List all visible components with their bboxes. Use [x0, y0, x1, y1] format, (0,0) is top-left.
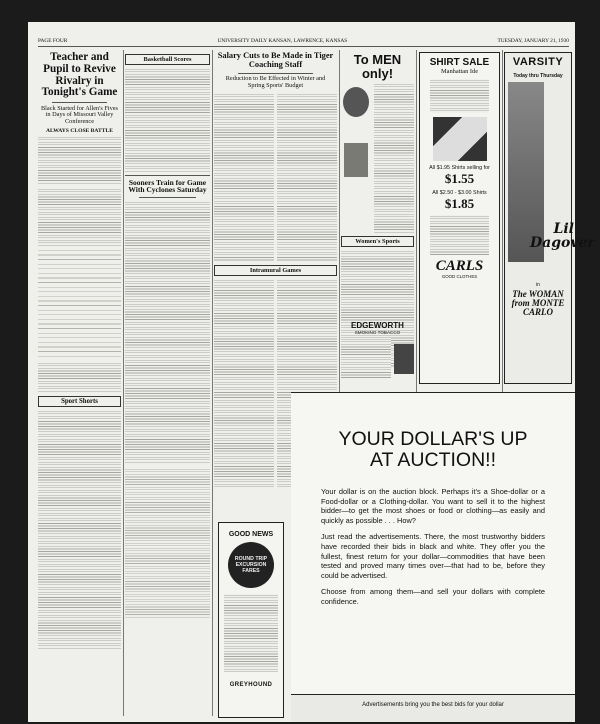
auction-paragraph-2: Just read the advertisements. There, the most trustworthy bidders have recorded their bids in black and white. They offer you the fullest, finest return for your dollar—commodities that have been tested and proved many times over—that had to be, before they could be advertised. — [321, 532, 545, 580]
fare-table — [224, 594, 278, 672]
greyhound-logo: GREYHOUND — [229, 682, 273, 689]
article-text — [38, 362, 121, 392]
ad-text — [374, 83, 414, 233]
deck-black-started: Black Started for Allen's Fives in Days of Missouri Valley Conference — [40, 104, 119, 125]
carls-logo: CARLS — [435, 257, 484, 274]
article-text — [214, 93, 274, 261]
greyhound-ad — [218, 522, 284, 718]
article-text — [38, 136, 121, 184]
page-number: PAGE FOUR — [38, 38, 68, 44]
article-text — [125, 201, 210, 463]
man-portrait — [344, 143, 368, 177]
section-intramural-games: Intramural Games — [214, 265, 337, 276]
edgeworth-text — [341, 338, 391, 378]
shirt-sale-title: SHIRT SALE — [429, 57, 490, 68]
auction-ad — [291, 392, 575, 722]
deck-reduction: Reduction to Be Effected in Winter and Spring Sports' Budget — [225, 75, 326, 89]
edgeworth-sub: SMOKING TOBACCO — [354, 330, 401, 336]
column-1 — [38, 50, 121, 716]
tobacco-tin-icon — [394, 344, 414, 374]
column-rule — [212, 50, 213, 716]
box-score — [277, 93, 337, 261]
classified-directory — [125, 468, 210, 618]
film-title: The WOMAN from MONTE CARLO — [511, 288, 565, 318]
star-name: Lil Dagover — [530, 220, 595, 251]
carls-sub: GOOD CLOTHES — [441, 274, 478, 280]
varsity-ad — [504, 52, 595, 384]
auction-footer: Advertisements bring you the best bids for your dollar — [291, 694, 575, 722]
offer-2: All $2.50 - $3.00 Shirts — [432, 189, 487, 196]
auction-paragraph-1: Your dollar is on the auction block. Perhaps it's a Shoe-dollar or a Food-dollar or a Clothing-dollar. You want to sell it to the highest bidder—to get the most shoes or food or clothing—as easily and quickly as possible . . . How? — [321, 487, 545, 525]
column-2 — [125, 50, 210, 716]
film-in: in — [536, 281, 540, 288]
shirt-illustration — [433, 117, 487, 161]
edgeworth-brand: EDGEWORTH — [351, 321, 404, 330]
edgeworth-ad — [341, 322, 414, 386]
ad-fine-print — [430, 215, 489, 255]
section-sport-shorts: Sport Shorts — [38, 396, 121, 407]
auction-paragraph-3: Choose from among them—and sell your dollars with complete confidence. — [321, 587, 545, 606]
price-2: $1.85 — [444, 195, 475, 211]
showtime: Today thru Thursday — [513, 72, 563, 79]
scores-list — [125, 68, 210, 172]
basketball-scores-box: Basketball Scores — [125, 54, 210, 65]
subhead-always-close: ALWAYS CLOSE BATTLE — [46, 128, 113, 135]
excursion-badge: ROUND TRIP EXCURSION FARES — [228, 542, 274, 588]
article-text — [38, 410, 121, 650]
shirt-brands: Manhattan Ide — [440, 67, 479, 75]
page-header — [38, 38, 569, 47]
men-only-title: To MEN only! — [353, 52, 402, 81]
price-1: $1.55 — [444, 171, 475, 187]
record-table — [38, 249, 121, 359]
headline-teacher-pupil: Teacher and Pupil to Revive Rivalry in Tonight's Game — [41, 51, 118, 99]
headline-salary-cuts: Salary Cuts to Be Made in Tiger Coaching Staff — [217, 51, 334, 69]
shirt-sale-ad — [419, 52, 500, 384]
headline-sooners: Sooners Train for Game With Cyclones Saturday — [128, 177, 207, 195]
woman-portrait — [343, 87, 369, 117]
masthead: UNIVERSITY DAILY KANSAN, LAWRENCE, KANSAS — [217, 38, 348, 44]
shirt-features — [430, 79, 489, 113]
varsity-logo: VARSITY — [512, 56, 564, 68]
auction-headline: YOUR DOLLAR'S UP AT AUCTION!! — [338, 428, 528, 471]
issue-date: TUESDAY, JANUARY 21, 1930 — [497, 38, 569, 44]
column-rule — [123, 50, 124, 716]
ad-good-news: GOOD NEWS — [228, 531, 274, 538]
newspaper-page — [28, 22, 595, 722]
section-womens-sports: Women's Sports — [341, 236, 414, 247]
offer-1: All $1.95 Shirts selling for — [429, 165, 490, 172]
article-text — [38, 188, 121, 246]
article-text — [214, 279, 274, 489]
